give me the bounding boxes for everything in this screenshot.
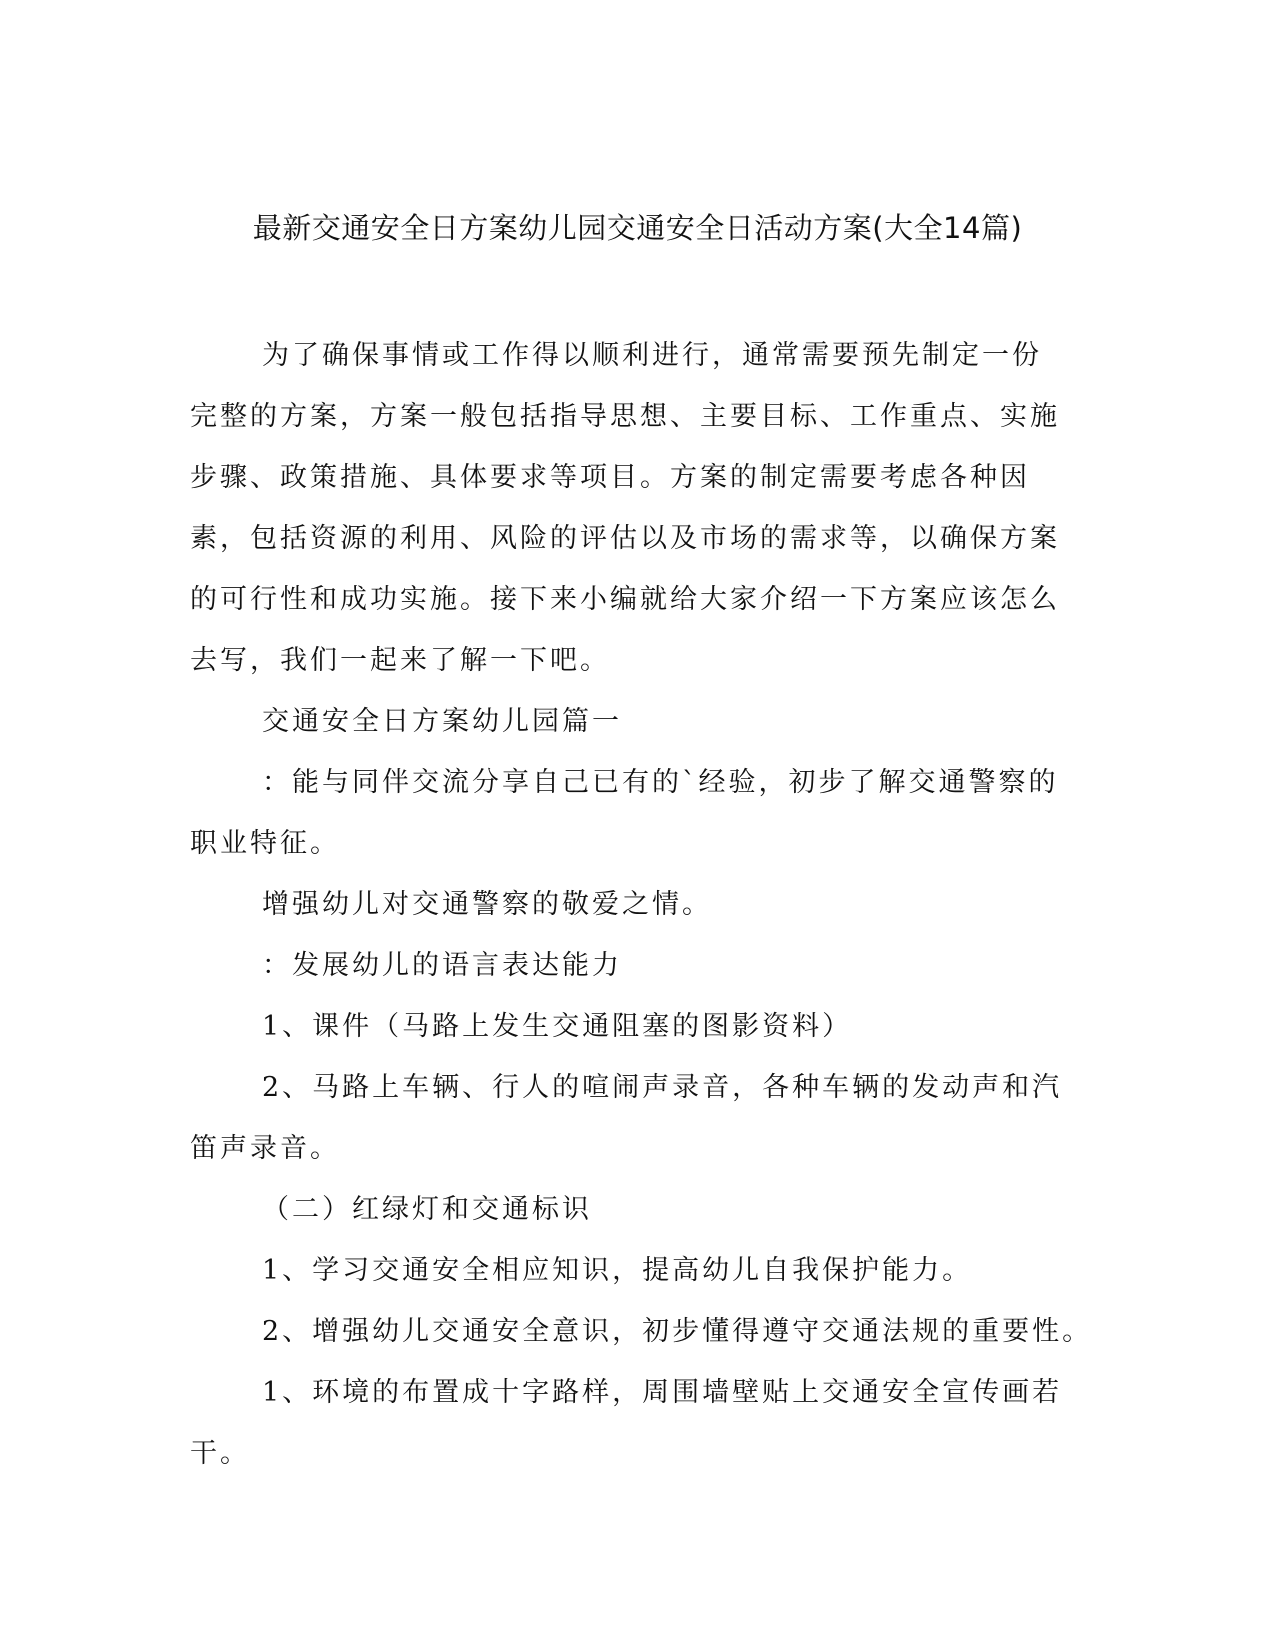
environment-item-1: 1、环境的布置成十字路样，周围墙壁贴上交通安全宣传画若干。	[190, 1377, 1063, 1469]
section-heading: 交通安全日方案幼儿园篇一	[262, 706, 622, 737]
document-title: 最新交通安全日方案幼儿园交通安全日活动方案(大全14篇)	[252, 211, 1023, 245]
document-body	[190, 325, 1093, 1484]
objective-item-2: 2、增强幼儿交通安全意识，初步懂得遵守交通法规的重要性。	[262, 1316, 1093, 1347]
preparation-item-2: 2、马路上车辆、行人的喧闹声录音，各种车辆的发动声和汽笛声录音。	[190, 1072, 1063, 1164]
intro-paragraph: 为了确保事情或工作得以顺利进行，通常需要预先制定一份完整的方案，方案一般包括指导思想、主要目标、工作重点、实施步骤、政策措施、具体要求等项目。方案的制定需要考虑各种因素，包括资源的利用、风险的评估以及市场的需求等，以确保方案的可行性和成功实施。接下来小编就给大家介绍一下方案应该怎么去写，我们一起来了解一下吧。	[190, 340, 1060, 676]
emotion-goal-paragraph: 增强幼儿对交通警察的敬爱之情。	[262, 889, 712, 920]
objective-item-1: 1、学习交通安全相应知识，提高幼儿自我保护能力。	[262, 1255, 973, 1286]
subsection-heading: （二）红绿灯和交通标识	[262, 1194, 592, 1225]
language-goal-paragraph: ：发展幼儿的语言表达能力	[262, 950, 622, 981]
preparation-item-1: 1、课件（马路上发生交通阻塞的图影资料）	[262, 1011, 853, 1042]
goal-paragraph: ：能与同伴交流分享自己已有的`经验，初步了解交通警察的职业特征。	[190, 767, 1059, 859]
